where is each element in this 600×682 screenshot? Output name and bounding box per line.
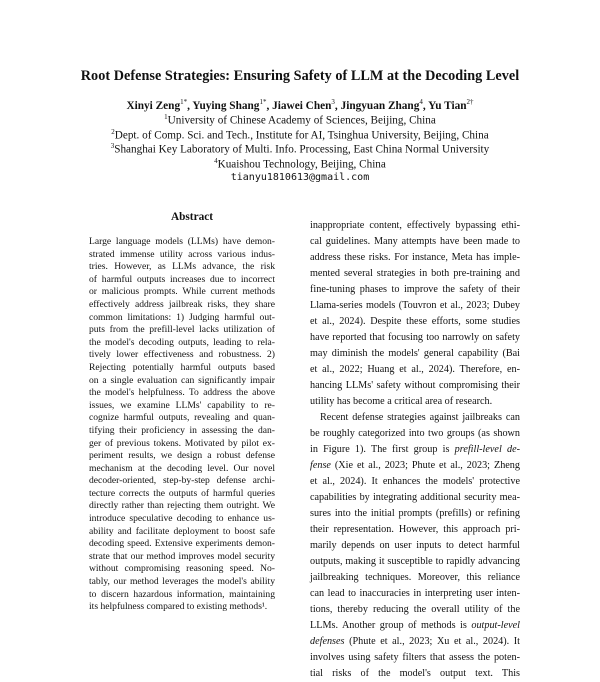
body-line: marily depends on user inputs to detect harmful [310, 540, 520, 551]
body-line: be roughly categorized into two groups (as shown [310, 428, 520, 439]
abstract-line: tecture corrects the outputs of harmful queries [89, 487, 275, 499]
author-name: Jiawei Chen [272, 99, 332, 112]
body-line: cal guidelines. Many attempts have been made to [310, 236, 520, 247]
body-line: in Figure 1). The first group is prefill-level de- [310, 444, 520, 455]
abstract-line: periment results, we design a robust defense [89, 450, 275, 462]
abstract-line: issues, we examine LLMs' capability to re- [89, 399, 275, 411]
body-line: mented several strategies in both pre-training and [310, 268, 520, 279]
author-name: Xinyi Zeng [126, 99, 181, 112]
body-line: utility has become a critical area of research. [310, 396, 493, 407]
body-line: address these risks. For instance, Meta has imple- [310, 252, 520, 263]
abstract-line: or malicious prompts. While current methods [89, 286, 275, 298]
abstract-line: strated immense utility across various indus- [89, 248, 275, 260]
body-line: can lead to inaccuracies in interpreting user inten- [310, 588, 520, 599]
abstract-line: decoding speed. Extensive experiments demon- [89, 538, 275, 550]
abstract-line: without compromising reasoning speed. No- [89, 563, 275, 575]
abstract-line: the model's helpfulness. To address the above [89, 387, 275, 399]
author-affil-mark: 2† [466, 98, 474, 106]
abstract-line: the model's decoding outputs, leading to rela- [89, 336, 275, 348]
abstract-line: tively lower effectiveness and robustness. 2) [89, 349, 275, 361]
abstract-line: effectively address jailbreak risks, they share [89, 298, 275, 310]
abstract-line: introduce speculative decoding to enhance us- [89, 513, 275, 525]
affiliation-line: $^4$Kuaishou Technology, Beijing, China [214, 157, 386, 171]
body-line: sures into the initial prompts (prefills) or refining [310, 508, 520, 519]
affiliation-line: $^1$University of Chinese Academy of Sciences, Beijing, China [164, 113, 436, 127]
author-affil-mark: 4 [419, 98, 423, 106]
abstract-line: mechanism at the decoding level. Our novel [89, 462, 275, 474]
abstract-line: tifying their proficiency in assessing the dan- [89, 424, 275, 436]
body-line: et al., 2024). Despite these efforts, some studies [310, 316, 520, 327]
author-name: Yuying Shang [192, 99, 260, 112]
body-line: jailbreaking techniques. Moreover, this reliance [310, 572, 520, 583]
abstract-line: tably, our method leverages the model's ability [89, 576, 275, 588]
introduction-body [310, 218, 520, 682]
author-name: Jingyuan Zhang [340, 99, 420, 112]
abstract-line: strate that our method improves model security [89, 550, 275, 562]
author-affil-mark: 1* [259, 98, 267, 106]
abstract-line: ger of previous tokens. Motivated by pilot ex- [89, 437, 275, 449]
abstract-line: its helpfulness compared to existing methods¹. [89, 601, 268, 613]
body-line: outputs, making it susceptible to rapidly advancing [310, 556, 520, 567]
body-line: inappropriate content, effectively bypassing ethi- [310, 220, 520, 231]
abstract-line: cognize harmful outputs, revealing and quan- [89, 412, 275, 424]
contact-email: tianyu1810613@gmail.com [230, 172, 370, 183]
abstract-line: directly rather than rejecting them outright. We [89, 500, 275, 512]
body-line: their representation. However, this approach pri- [310, 524, 520, 535]
abstract-line: Large language models (LLMs) have demon- [89, 236, 275, 247]
body-line: tions, thereby reducing the overall utility of the [310, 604, 520, 615]
author-affil-mark: 1* [180, 98, 188, 106]
body-line: fine-tuning phases to improve the safety of their [310, 284, 520, 295]
body-line: fense (Xie et al., 2023; Phute et al., 2023; Zheng [310, 460, 520, 471]
paper-title: Root Defense Strategies: Ensuring Safety of LLM at the Decoding Level [80, 68, 520, 84]
body-line: have reported that focusing too narrowly on safety [310, 332, 520, 343]
body-line: et al., 2024). It enhances the models' protective [310, 476, 520, 487]
body-line: involves using safety filters that assess the poten- [310, 652, 520, 663]
abstract-body [89, 236, 275, 614]
abstract-line: tries. However, as LLMs advance, the risk [89, 261, 275, 273]
affiliation-line: $^2$Dept. of Comp. Sci. and Tech., Institute for AI, Tsinghua University, Beijing, China [111, 128, 489, 142]
abstract-line: decoder-oriented, step-by-step defense archi- [89, 475, 275, 487]
body-line: et al., 2022; Huang et al., 2024). Therefore, en- [310, 364, 520, 375]
affiliation-line: $^3$Shanghai Key Laboratory of Multi. Info. Processing, East China Normal University [110, 142, 490, 156]
abstract-line: to discern hazardous information, maintaining [89, 588, 275, 600]
author-affil-mark: 3 [331, 98, 335, 106]
body-line: hancing LLMs' safety without compromising their [310, 380, 520, 391]
author-name: Yu Tian [428, 99, 467, 112]
abstract-line: Rejecting potentially harmful outputs based [89, 361, 275, 373]
abstract-line: on a single evaluation can significantly impair [89, 374, 275, 386]
body-line: defenses (Phute et al., 2023; Xu et al., 2024). It [310, 636, 520, 647]
abstract-line: common limitations: 1) Judging harmful out- [89, 311, 275, 323]
body-line: capabilities by integrating additional security mea- [310, 492, 520, 503]
abstract-heading: Abstract [170, 211, 214, 223]
body-line: LLMs. Another group of methods is output-level [310, 620, 520, 631]
abstract-line: ability and facilitate deployment to boost safe [89, 525, 275, 537]
abstract-line: of harmful outputs increases due to incorrect [89, 273, 275, 285]
body-line: Recent defense strategies against jailbreaks can [320, 412, 520, 423]
body-line: Llama-series models (Touvron et al., 2023; Dubey [310, 300, 520, 311]
author-list: Xinyi Zeng$^{1*}$, Yuying Shang$^{1*}$, Jiawei Chen$^3$, Jingyuan Zhang$^4$, Yu Tian$^{2\dagger}$ [126, 98, 474, 112]
body-line: tial risks of the model's output text. This [310, 668, 520, 679]
body-line: may diminish the models' general capability (Bai [310, 348, 520, 359]
abstract-line: puts from the prefill-level lacks utilization of [89, 324, 275, 336]
